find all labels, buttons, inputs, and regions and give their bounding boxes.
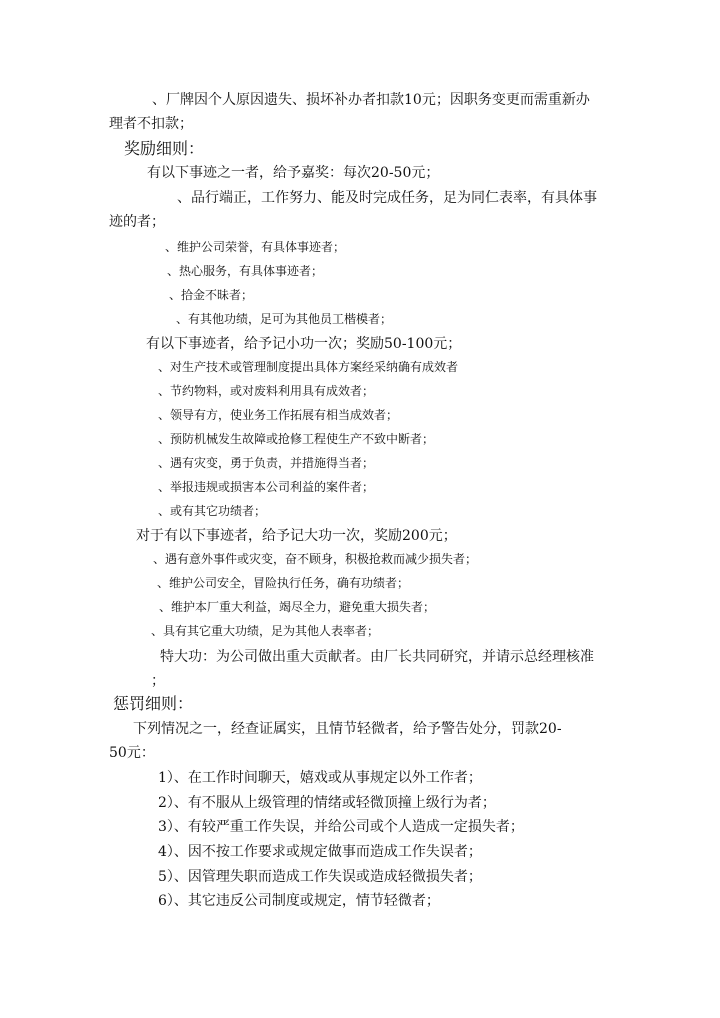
list-item: 、品行端正，工作努力、能及时完成任务，足为同仁表率，有具体事 bbox=[177, 190, 597, 206]
list-item: 、维护本厂重大利益，竭尽全力，避免重大损失者； bbox=[159, 600, 436, 614]
paragraph-line: 下列情况之一，经查证属实，且情节轻微者，给予警告处分，罚款20- bbox=[133, 721, 562, 737]
section-heading-penalties: 惩罚细则： bbox=[113, 694, 194, 713]
list-item: 、预防机械发生故障或抢修工程使生产不致中断者； bbox=[158, 432, 435, 446]
numbered-item: 5）、因管理失职而造成工作失误或造成轻微损失者； bbox=[158, 869, 482, 885]
paragraph-line: 特大功：为公司做出重大贡献者。由厂长共同研究，并请示总经理核准 bbox=[160, 649, 594, 665]
numbered-item: 1）、在工作时间聊天，嬉戏或从事规定以外工作者； bbox=[158, 770, 482, 786]
numbered-item: 6）、其它违反公司制度或规定，情节轻微者； bbox=[158, 893, 440, 909]
list-item: 、遇有灾变，勇于负责，并措施得当者； bbox=[158, 456, 375, 470]
list-item: 、有其他功绩，足可为其他员工楷模者； bbox=[176, 312, 393, 326]
list-item: 、遇有意外事件或灾变，奋不顾身，积极抢救而减少损失者； bbox=[153, 552, 478, 566]
numbered-item: 2）、有不服从上级管理的情绪或轻微顶撞上级行为者； bbox=[158, 795, 496, 811]
list-item: 、或有其它功绩者； bbox=[158, 504, 267, 518]
list-item: 、维护公司荣誉，有具体事迹者； bbox=[165, 240, 346, 254]
section-heading-rewards: 奖励细则： bbox=[124, 139, 205, 158]
list-item: 、维护公司安全，冒险执行任务，确有功绩者； bbox=[157, 576, 410, 590]
list-item: 、节约物料，或对废料利用具有成效者； bbox=[158, 384, 375, 398]
paragraph-line: ； bbox=[151, 673, 165, 689]
paragraph-line: 、厂牌因个人原因遗失、损坏补办者扣款10元；因职务变更而需重新办 bbox=[152, 92, 590, 108]
list-item: 、举报违规或损害本公司利益的案件者； bbox=[158, 480, 375, 494]
paragraph-line: 有以下事迹者，给予记小功一次；奖励50-100元； bbox=[146, 336, 462, 352]
list-item: 、领导有方，使业务工作拓展有相当成效者； bbox=[158, 408, 399, 422]
list-item: 、热心服务，有具体事迹者； bbox=[167, 264, 324, 278]
paragraph-line: 有以下事迹之一者，给予嘉奖：每次20-50元； bbox=[147, 165, 440, 181]
numbered-item: 4）、因不按工作要求或规定做事而造成工作失误者； bbox=[158, 844, 482, 860]
numbered-item: 3）、有较严重工作失误，并给公司或个人造成一定损失者； bbox=[158, 819, 524, 835]
list-item: 、对生产技术或管理制度提出具体方案经采纳确有成效者 bbox=[158, 360, 459, 374]
paragraph-line: 50元： bbox=[109, 745, 155, 761]
list-item: 、具有其它重大功绩，足为其他人表率者； bbox=[151, 624, 380, 638]
list-item: 、拾金不昧者； bbox=[169, 288, 254, 302]
paragraph-line: 对于有以下事迹者，给予记大功一次，奖励200元； bbox=[136, 528, 457, 544]
paragraph-line: 理者不扣款； bbox=[109, 116, 193, 132]
paragraph-line: 迹的者； bbox=[109, 214, 165, 230]
